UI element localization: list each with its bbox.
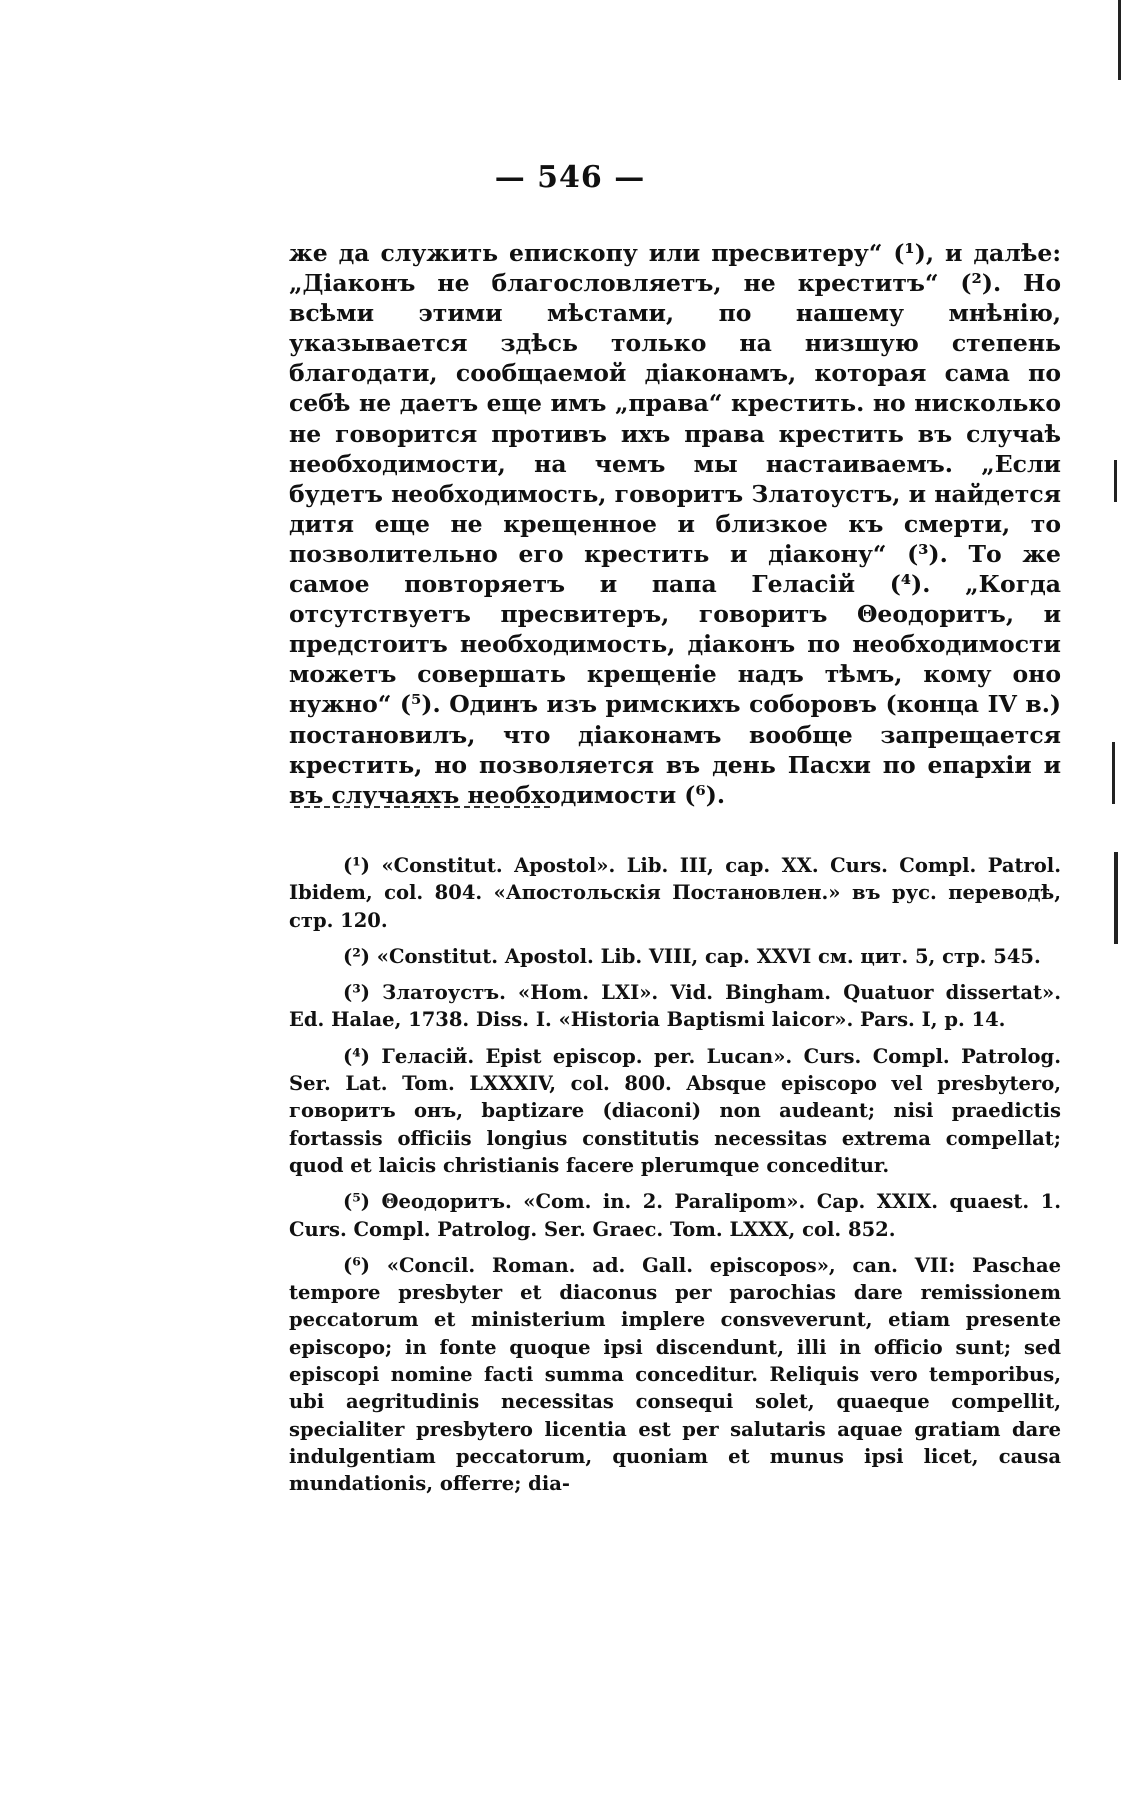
footnote-marker: (⁶)	[343, 1253, 370, 1277]
footnote-2	[289, 943, 1061, 970]
footnote-text: «Constitut. Apostol. Lib. VIII, cap. XXVI см. цит. 5, стр. 545.	[376, 944, 1041, 968]
scan-margin-mark	[1118, 0, 1121, 80]
main-text: же да служить епископу или пресвитеру“ (¹), и далѣе: „Діаконъ не благословляетъ, не креститъ“ (²). Но всѣми этими мѣстами, по нашему мнѣнію, указывается здѣсь только на низшую степень благодати, сообщаемой діаконамъ, которая сама по себѣ не даетъ еще имъ „права“ крестить. но нисколько не говорится противъ ихъ права крестить въ случаѣ необходимости, на чемъ мы настаиваемъ. „Если будетъ необходимость, говоритъ Златоустъ, и найдется дитя еще не крещенное и близкое къ смерти, то позволительно его крестить и діакону“ (³). То же самое повторяетъ и папа Геласій (⁴). „Когда отсутствуетъ пресвитеръ, говоритъ Θеодоритъ, и предстоитъ необходимость, діаконъ по необходимости можетъ совершать крещеніе надъ тѣмъ, кому оно нужно“ (⁵). Одинъ изъ римскихъ соборовъ (конца IV в.) постановилъ, что діаконамъ вообще запрещается крестить, но позволяется въ день Пасхи по епархіи и въ случаяхъ необходимости (⁶).	[289, 239, 1061, 809]
footnote-5	[289, 1188, 1061, 1243]
footnote-marker: (¹)	[343, 854, 370, 877]
footnote-marker: (⁵)	[343, 1190, 370, 1214]
footnote-3	[289, 979, 1061, 1034]
footnote-marker: (³)	[343, 981, 370, 1005]
footnote-4	[289, 1043, 1061, 1179]
footnote-marker: (⁴)	[343, 1044, 370, 1068]
scan-margin-mark	[1114, 852, 1118, 944]
scan-margin-mark	[1112, 742, 1115, 804]
page-number: — 546 —	[494, 160, 646, 195]
footnote-text: «Constitut. Apostol». Lib. III, cap. XX. Curs. Compl. Patrol. Ibidem, col. 804. «Апостольскія Постановлен.» въ рус. переводѣ, стр. 120.	[289, 854, 1061, 932]
footnote-separator	[294, 806, 550, 808]
scan-margin-mark	[1114, 460, 1117, 502]
footnote-1	[289, 852, 1061, 934]
footnote-6	[289, 1252, 1061, 1498]
footnote-marker: (²)	[343, 944, 370, 968]
footnotes	[289, 852, 1061, 1507]
footnote-text: Геласій. Epist episcop. per. Lucan». Curs. Compl. Patrolog. Ser. Lat. Tom. LXXXIV, col. 800. Absque episcopo vel presbytero, говоритъ онъ, baptizare (diaconi) non audeant; nisi praedictis fortassis officiis longius constitutis necessitas extrema compellat; quod et laicis christianis facere plerumque conceditur.	[289, 1044, 1061, 1177]
footnote-text: Θеодоритъ. «Com. in. 2. Paralipom». Cap. XXIX. quaest. 1. Curs. Compl. Patrolog. Ser. Graec. Tom. LXXX, col. 852.	[289, 1190, 1061, 1241]
footnote-text: Златоустъ. «Hom. LXI». Vid. Bingham. Quatuor dissertat». Ed. Halae, 1738. Diss. I. «Historia Baptismi laicor». Pars. I, p. 14.	[289, 981, 1061, 1032]
footnote-text: «Concil. Roman. ad. Gall. episcopos», can. VII: Paschae tempore presbyter et diaconus per parochias dare remissionem peccatorum et ministerium implere consveverunt, etiam presente episcopo; in fonte quoque ipsi discendunt, illi in officio sunt; sed episcopi nomine facti summa conceditur. Reliquis vero temporibus, ubi aegritudinis necessitas consequi solet, quaeque compellit, specialiter presbytero licentia est per salutaris aquae gratiam dare indulgentiam peccatorum, quoniam et munus ipsi licet, causa mundationis, offerre; dia-	[289, 1253, 1061, 1496]
